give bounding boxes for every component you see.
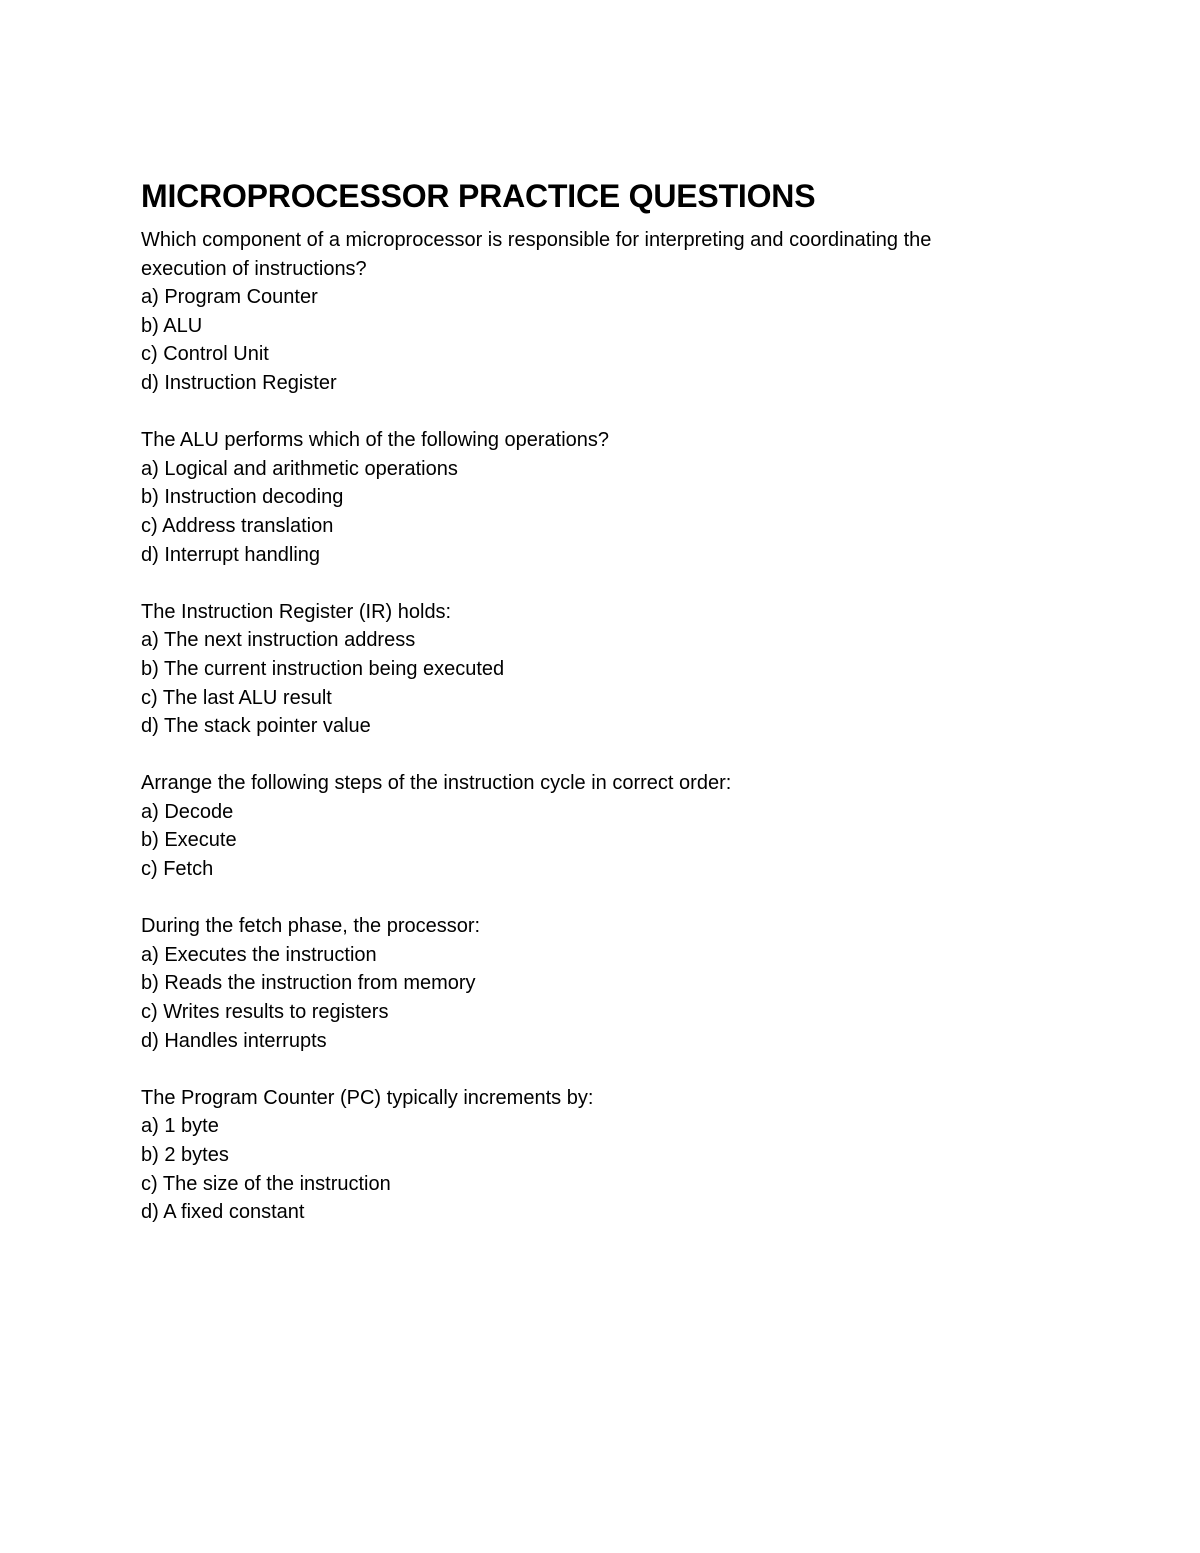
- question-prompt-line: The Instruction Register (IR) holds:: [141, 600, 452, 623]
- question-prompt-line: The ALU performs which of the following operations?: [141, 429, 610, 452]
- question-block: [141, 426, 1041, 569]
- question-prompt-line: The Program Counter (PC) typically increments by:: [141, 1086, 594, 1109]
- answer-option: a) Logical and arithmetic operations: [141, 457, 458, 480]
- answer-option: d) Interrupt handling: [141, 543, 321, 566]
- answer-option: b) Instruction decoding: [141, 486, 344, 509]
- answer-option: b) ALU: [141, 314, 203, 337]
- answer-option: b) 2 bytes: [141, 1144, 229, 1166]
- answer-option: c) Fetch: [141, 858, 214, 881]
- answer-option: c) The size of the instruction: [141, 1172, 391, 1195]
- answer-option: b) Execute: [141, 829, 237, 852]
- answer-option: d) Handles interrupts: [141, 1029, 327, 1052]
- answer-option: a) The next instruction address: [141, 629, 416, 652]
- question-prompt-line: Arrange the following steps of the instruction cycle in correct order:: [141, 772, 732, 795]
- answer-option: c) Address translation: [141, 514, 334, 537]
- answer-option: c) Writes results to registers: [141, 1001, 389, 1024]
- answer-option: a) Decode: [141, 800, 234, 823]
- answer-options: [141, 798, 1041, 884]
- answer-option: a) 1 byte: [141, 1115, 219, 1138]
- question-block: [141, 912, 1041, 1055]
- answer-option: b) Reads the instruction from memory: [141, 972, 476, 995]
- answer-option: c) The last ALU result: [141, 686, 332, 709]
- question-block: [141, 769, 1041, 883]
- answer-option: a) Program Counter: [141, 286, 318, 309]
- answer-option: b) The current instruction being executed: [141, 657, 505, 680]
- answer-option: a) Executes the instruction: [141, 943, 377, 966]
- answer-options: [141, 1112, 1041, 1226]
- answer-option: c) Control Unit: [141, 343, 269, 366]
- document-content: [141, 176, 1041, 1255]
- document-title: MICROPROCESSOR PRACTICE QUESTIONS: [141, 178, 816, 214]
- answer-option: d) A fixed constant: [141, 1201, 305, 1224]
- question-prompt-line: Which component of a microprocessor is responsible for interpreting and coordinating the: [141, 229, 932, 251]
- question-block: [141, 1084, 1041, 1227]
- answer-options: [141, 626, 1041, 740]
- answer-options: [141, 283, 1041, 397]
- question-block: [141, 598, 1041, 741]
- answer-option: d) Instruction Register: [141, 371, 337, 394]
- question-block: [141, 226, 1041, 398]
- question-prompt-line: During the fetch phase, the processor:: [141, 915, 481, 938]
- answer-option: d) The stack pointer value: [141, 715, 371, 738]
- answer-options: [141, 455, 1041, 569]
- question-prompt-line: execution of instructions?: [141, 257, 367, 280]
- answer-options: [141, 941, 1041, 1055]
- question-list: [141, 226, 1041, 1227]
